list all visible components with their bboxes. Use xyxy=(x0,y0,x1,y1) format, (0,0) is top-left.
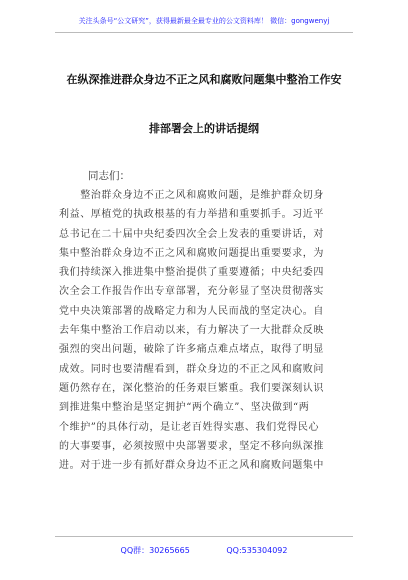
body-line: 题仍然存在，深化整治的任务艰巨繁重。我们要深刻认识 xyxy=(59,382,324,394)
body-line: 总书记在二十届中央纪委四次全会上发表的重要讲话，对 xyxy=(59,228,324,240)
body-line: 去年集中整治工作启动以来，有力解决了一大批群众反映 xyxy=(59,325,324,337)
body-line: 的大事要事，必须按照中央部署要求，坚定不移向纵深推 xyxy=(59,440,324,452)
footer-qq-group: QQ群：30265665 xyxy=(120,546,190,555)
document-title-line-1: 在纵深推进群众身边不正之风和腐败问题集中整治工作安 xyxy=(66,73,342,86)
body-line: 整治群众身边不正之风和腐败问题，是维护群众切身 xyxy=(59,190,324,201)
footer-divider xyxy=(55,536,353,537)
body-line: 次全会工作报告作出专章部署，充分彰显了坚决贯彻落实 xyxy=(59,286,324,298)
body-line: 到推进集中整治是坚定拥护“两个确立”、坚决做到“两 xyxy=(59,402,310,414)
salutation: 同志们： xyxy=(88,170,130,182)
body-line: 成效。同时也要清醒看到，群众身边的不正之风和腐败问 xyxy=(59,363,324,375)
footer-qq: QQ:535304092 xyxy=(226,546,288,555)
body-line: 利益、厚植党的执政根基的有力举措和重要抓手。习近平 xyxy=(59,209,324,221)
document-title-line-2: 排部署会上的讲话提纲 xyxy=(149,122,259,135)
header-divider xyxy=(55,32,353,33)
body-line: 个维护”的具体行动，是让老百姓得实惠、我们党得民心 xyxy=(59,421,320,433)
body-line: 进。对于进一步有抓好群众身边不正之风和腐败问题集中 xyxy=(59,460,324,472)
body-line: 党中央决策部署的战略定力和为人民而战的坚定决心。自 xyxy=(59,305,324,317)
body-line: 我们持续深入推进集中整治提供了重要遵循；中央纪委四 xyxy=(59,267,324,279)
footer xyxy=(0,545,408,556)
header-note: 关注头条号“公文研究”，获得最新最全最专业的公文资料库！ 微信：gongwenyj xyxy=(78,17,330,25)
body-paragraph xyxy=(59,186,361,475)
body-line: 强烈的突出问题，破除了许多痛点难点堵点，取得了明显 xyxy=(59,344,324,356)
body-line: 集中整治群众身边不正之风和腐败问题提出重要要求，为 xyxy=(59,247,324,259)
